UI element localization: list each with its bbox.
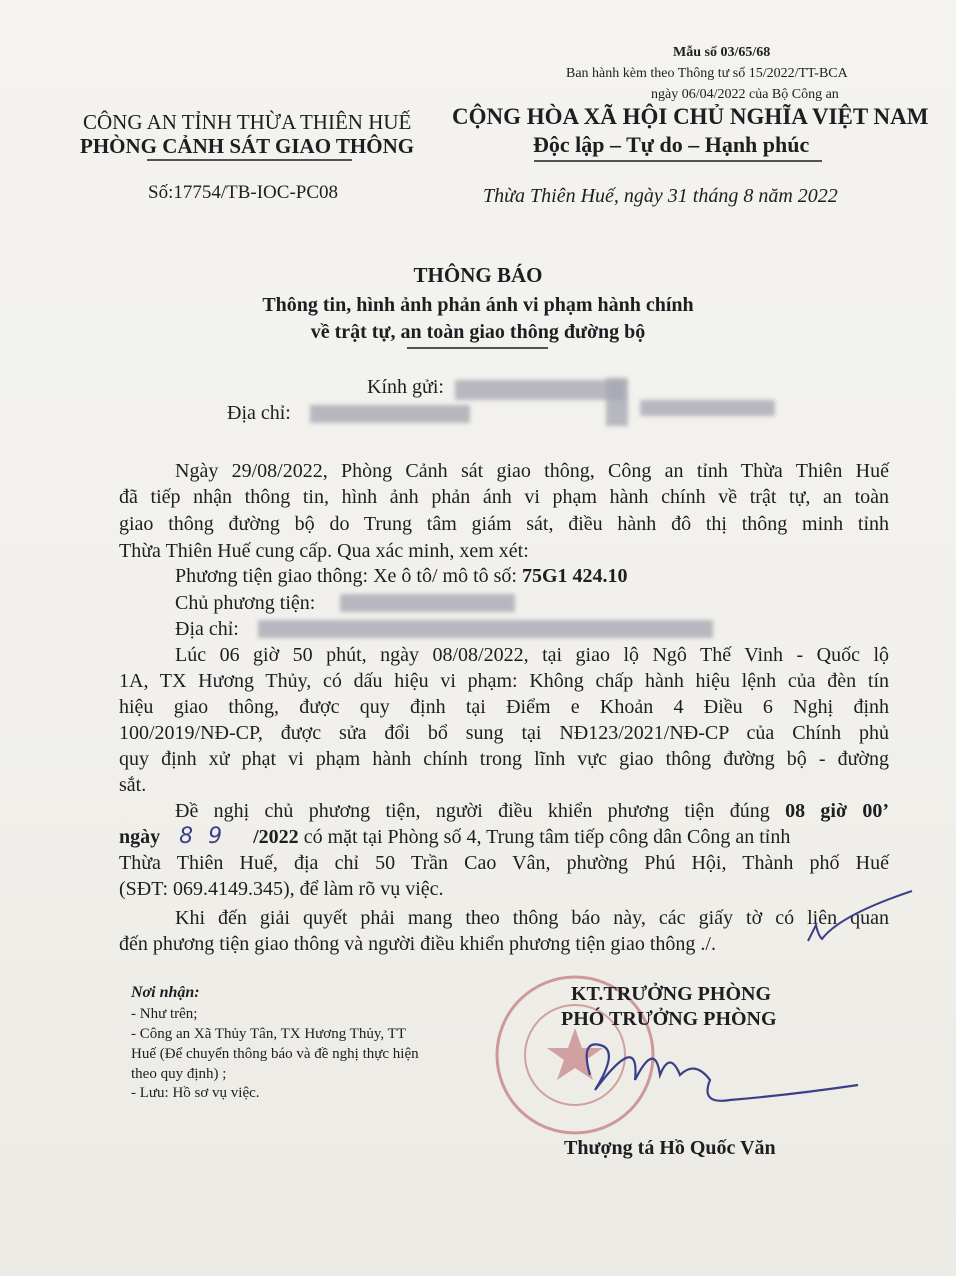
owner-address-label: Địa chỉ: (175, 618, 239, 640)
document-number: Số:17754/TB-IOC-PC08 (148, 182, 339, 203)
recipient-line-5: - Lưu: Hồ sơ vụ việc. (131, 1085, 260, 1101)
paragraph-2-line-2: 1A, TX Hương Thủy, có dấu hiệu vi phạm: Không chấp hành hiệu lệnh của đèn tín (119, 670, 889, 692)
addressee-address-label: Địa chỉ: (227, 402, 291, 424)
recipient-line-2: - Công an Xã Thủy Tân, TX Hương Thủy, TT (131, 1026, 406, 1042)
national-motto: Độc lập – Tự do – Hạnh phúc (533, 132, 810, 157)
recipient-line-4: theo quy định) ; (131, 1066, 227, 1082)
paragraph-2-line-3: hiệu giao thông, được quy định tại Điểm e Khoản 4 Điều 6 Nghị định (119, 696, 889, 718)
handwritten-month: 9 (208, 824, 223, 849)
owner-label: Chủ phương tiện: (175, 592, 316, 614)
form-note-line-2: ngày 06/04/2022 của Bộ Công an (651, 87, 839, 102)
signature-title-1: KT.TRƯỞNG PHÒNG (571, 983, 771, 1005)
paragraph-3-line-4: (SĐT: 069.4149.345), để làm rõ vụ việc. (119, 878, 444, 900)
paragraph-1-line-4: Thừa Thiên Huế cung cấp. Qua xác minh, xem xét: (119, 540, 529, 562)
redacted-owner-name (340, 594, 515, 612)
appointment-request: Đề nghị chủ phương tiện, người điều khiển phương tiện đúng (175, 800, 770, 822)
recipient-line-3: Huế (Để chuyển thông báo và đề nghị thực hiện (131, 1046, 419, 1062)
appointment-day-label: ngày (119, 826, 161, 848)
signature-title-2: PHÓ TRƯỞNG PHÒNG (561, 1008, 777, 1030)
appointment-location: có mặt tại Phòng số 4, Trung tâm tiếp công dân Công an tỉnh (303, 826, 791, 848)
recipients-heading: Nơi nhận: (131, 984, 200, 1001)
paragraph-3-line-2 (119, 825, 889, 849)
appointment-year: /2022 (253, 826, 299, 848)
handwritten-signature (560, 1020, 870, 1130)
republic-title: CỘNG HÒA XÃ HỘI CHỦ NGHĨA VIỆT NAM (452, 104, 929, 129)
handwritten-day: 8 (179, 824, 194, 849)
paragraph-3-line-3: Thừa Thiên Huế, địa chỉ 50 Trần Cao Vân, phường Phú Hội, Thành phố Huế (119, 852, 889, 874)
redacted-addressee-name (455, 380, 625, 400)
vehicle-line (175, 564, 889, 588)
signer-name: Thượng tá Hồ Quốc Văn (564, 1137, 776, 1159)
notice-subtitle-1: Thông tin, hình ảnh phản ánh vi phạm hành chính (262, 294, 694, 316)
redacted-addressee-address-1 (310, 405, 470, 423)
paragraph-2-line-4: 100/2019/NĐ-CP, được sửa đổi bổ sung tại NĐ123/2021/NĐ-CP của Chính phủ (119, 722, 889, 744)
addressee-label: Kính gửi: (367, 376, 444, 398)
place-and-date: Thừa Thiên Huế, ngày 31 tháng 8 năm 2022 (483, 185, 838, 207)
paragraph-1-line-1: Ngày 29/08/2022, Phòng Cảnh sát giao thông, Công an tỉnh Thừa Thiên Huế (175, 460, 889, 482)
appointment-time: 08 giờ 00’ (785, 800, 890, 822)
paragraph-2-line-1: Lúc 06 giờ 50 phút, ngày 08/08/2022, tại giao lộ Ngô Thế Vinh - Quốc lộ (175, 644, 889, 666)
license-plate: 75G1 424.10 (521, 565, 628, 587)
redacted-owner-address (258, 620, 713, 638)
redacted-addressee-address-2 (606, 378, 628, 426)
agency-parent: CÔNG AN TỈNH THỪA THIÊN HUẾ (83, 110, 412, 134)
paragraph-2-line-6: sắt. (119, 774, 147, 796)
form-note-line-1: Ban hành kèm theo Thông tư số 15/2022/TT-BCA (566, 66, 848, 81)
paragraph-3-line-1 (175, 799, 889, 823)
paragraph-1-line-2: đã tiếp nhận thông tin, hình ảnh phản ánh vi phạm hành chính về trật tự, an toàn (119, 486, 889, 508)
redacted-addressee-address-3 (640, 400, 775, 416)
handwritten-check-mark (800, 885, 920, 955)
paragraph-2-line-5: quy định xử phạt vi phạm hành chính trong lĩnh vực giao thông đường bộ - đường (119, 748, 889, 770)
paragraph-4-line-1: Khi đến giải quyết phải mang theo thông báo này, các giấy tờ có liên quan (175, 907, 889, 929)
paragraph-4-line-2: đến phương tiện giao thông và người điều khiển phương tiện giao thông ./. (119, 933, 716, 955)
agency-name: PHÒNG CẢNH SÁT GIAO THÔNG (80, 134, 415, 158)
notice-title: THÔNG BÁO (413, 263, 543, 287)
form-number: Mẫu số 03/65/68 (673, 45, 771, 60)
recipient-line-1: - Như trên; (131, 1006, 198, 1022)
notice-subtitle-2: về trật tự, an toàn giao thông đường bộ (310, 321, 646, 343)
paragraph-1-line-3: giao thông đường bộ do Trung tâm giám sát, điều hành đô thị thông minh tỉnh (119, 513, 889, 535)
vehicle-label: Phương tiện giao thông: Xe ô tô/ mô tô số: (175, 565, 517, 587)
